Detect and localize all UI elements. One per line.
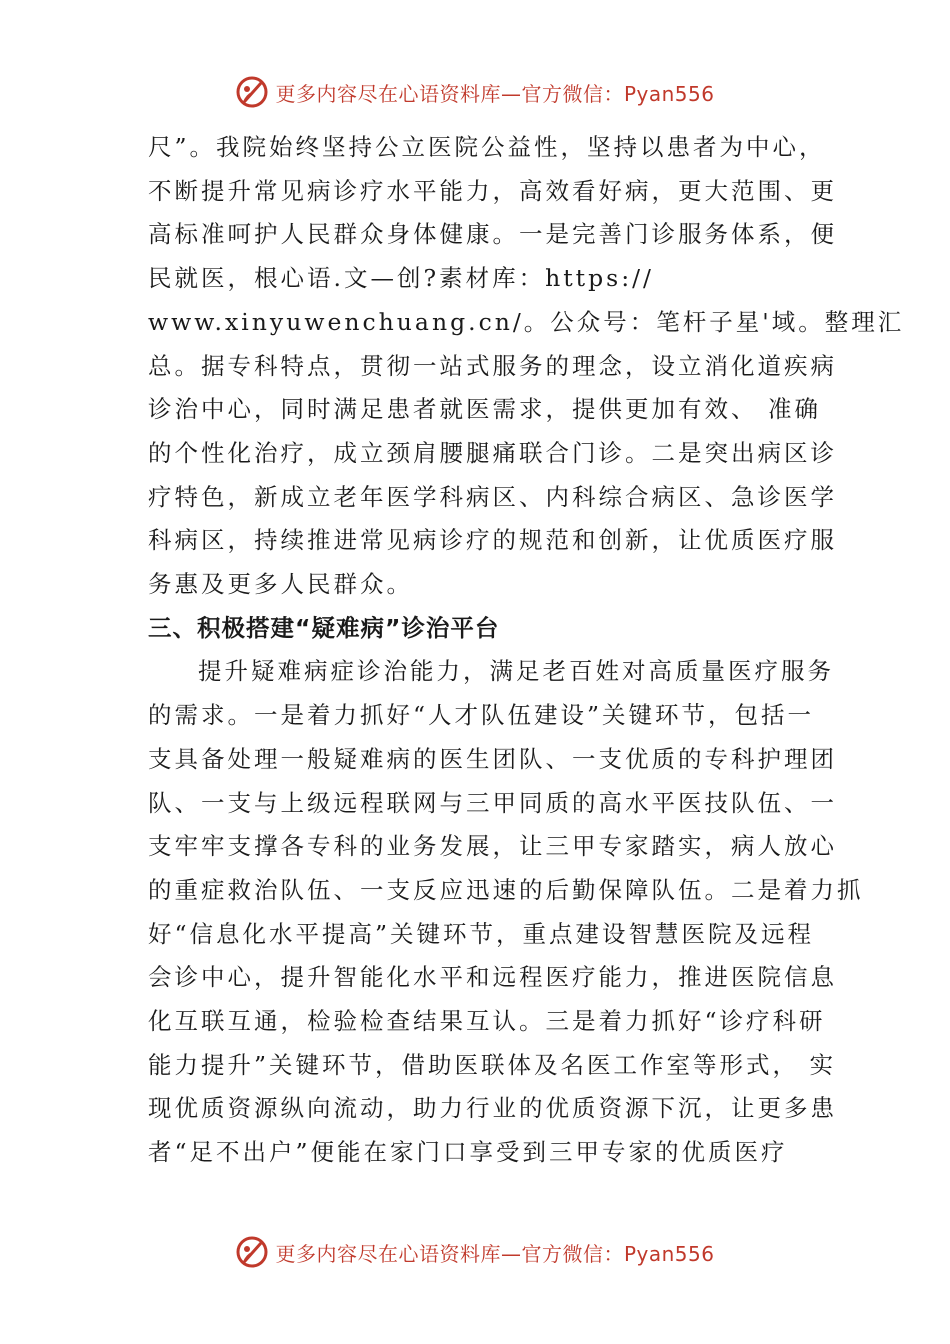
text-line: 务惠及更多人民群众。 xyxy=(148,570,413,599)
text-line: 好“信息化水平提高”关键环节，重点建设智慧医院及远程 xyxy=(148,919,815,948)
text-line: 化互联互通，检验检查结果互认。三是着力抓好“诊疗科研 xyxy=(148,1007,826,1036)
header-banner-text: 更多内容尽在心语资料库—官方微信：Pyan556 xyxy=(275,81,715,106)
text-line: 的个性化治疗，成立颈肩腰腿痛联合门诊。二是突出病区诊 xyxy=(148,438,837,467)
paragraph-2 xyxy=(148,650,864,1174)
text-line: 高标准呵护人民群众身体健康。一是完善门诊服务体系，便 xyxy=(148,220,837,249)
text-line: 支牢牢支撑各专科的业务发展，让三甲专家踏实，病人放心 xyxy=(148,832,837,861)
text-line: 现优质资源纵向流动，助力行业的优质资源下沉，让更多患 xyxy=(148,1094,837,1123)
footer-banner xyxy=(0,1228,950,1276)
header-banner xyxy=(0,68,950,116)
text-line: 总。据专科特点，贯彻一站式服务的理念，设立消化道疾病 xyxy=(148,351,837,380)
text-line: 尺”。我院始终坚持公立医院公益性，坚持以患者为中心， xyxy=(148,133,826,161)
text-line: 支具备处理一般疑难病的医生团队、一支优质的专科护理团 xyxy=(148,744,837,773)
text-line: 能力提升”关键环节，借助医联体及名医工作室等形式， 实 xyxy=(148,1050,836,1079)
footer-banner-text: 更多内容尽在心语资料库—官方微信：Pyan556 xyxy=(275,1241,715,1266)
text-line: 科病区，持续推进常见病诊疗的规范和创新，让优质医疗服 xyxy=(148,526,837,555)
brush-logo-icon xyxy=(235,1235,269,1269)
text-line: 提升疑难病症诊治能力，满足老百姓对高质量医疗服务 xyxy=(198,657,834,686)
text-line: 的重症救治队伍、一支反应迅速的后勤保障队伍。二是着力抓 xyxy=(148,875,864,904)
text-line: 疗特色，新成立老年医学科病区、内科综合病区、急诊医学 xyxy=(148,482,837,511)
text-line: www.xinyuwenchuang.cn/。公众号：笔杆子星'域。整理汇 xyxy=(148,307,905,336)
text-line: 不断提升常见病诊疗水平能力，高效看好病，更大范围、更 xyxy=(148,176,837,205)
text-line: 者“足不出户”便能在家门口享受到三甲专家的优质医疗 xyxy=(148,1138,788,1167)
text-line: 诊治中心，同时满足患者就医需求，提供更加有效、 准确 xyxy=(148,395,821,424)
text-line: 队、一支与上级远程联网与三甲同质的高水平医技队伍、一 xyxy=(148,788,837,817)
text-line: 的需求。一是着力抓好“人才队伍建设”关键环节，包括一 xyxy=(148,701,815,730)
paragraph-1 xyxy=(148,126,905,607)
section-heading: 三、积极搭建“疑难病”诊治平台 xyxy=(148,613,500,642)
brush-logo-icon xyxy=(235,75,269,109)
text-line: 会诊中心，提升智能化水平和远程医疗能力，推进医院信息 xyxy=(148,963,837,992)
document-body xyxy=(148,126,905,1175)
text-line: 民就医，根心语.文—创?素材库：https:// xyxy=(148,264,654,293)
